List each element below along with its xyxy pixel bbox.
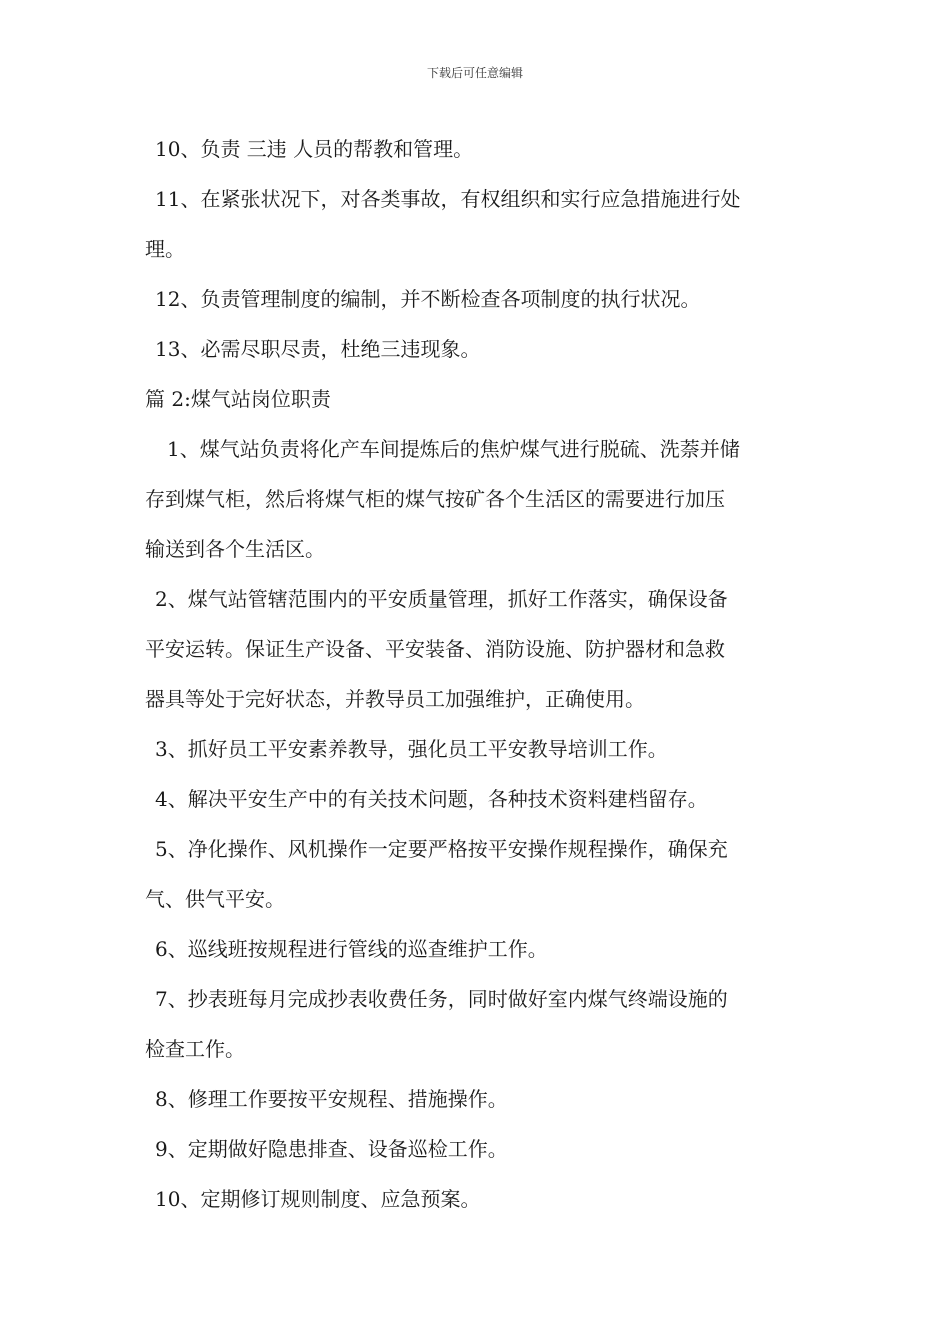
page-header: 下载后可任意编辑	[426, 66, 523, 80]
paragraph-line: 12、负责管理制度的编制，并不断检查各项制度的执行状况。	[155, 287, 701, 311]
paragraph-line: 6、巡线班按规程进行管线的巡查维护工作。	[155, 937, 548, 961]
paragraph-line: 4、解决平安生产中的有关技术问题，各种技术资料建档留存。	[155, 787, 708, 811]
paragraph-line: 1、煤气站负责将化产车间提炼后的焦炉煤气进行脱硫、洗萘并储	[167, 437, 740, 461]
paragraph-line: 10、定期修订规则制度、应急预案。	[155, 1187, 481, 1211]
paragraph-line: 9、定期做好隐患排查、设备巡检工作。	[155, 1137, 508, 1161]
paragraph-line: 理。	[145, 237, 185, 261]
section-heading: 篇 2:煤气站岗位职责	[145, 387, 331, 411]
paragraph-line: 10、负责 三违 人员的帮教和管理。	[155, 137, 474, 161]
paragraph-line: 存到煤气柜，然后将煤气柜的煤气按矿各个生活区的需要进行加压	[145, 487, 725, 511]
paragraph-line: 检查工作。	[145, 1037, 245, 1061]
paragraph-line: 器具等处于完好状态，并教导员工加强维护，正确使用。	[145, 687, 645, 711]
paragraph-line: 气、供气平安。	[145, 887, 285, 911]
paragraph-line: 平安运转。保证生产设备、平安装备、消防设施、防护器材和急救	[145, 637, 725, 661]
paragraph-line: 7、抄表班每月完成抄表收费任务，同时做好室内煤气终端设施的	[155, 987, 728, 1011]
paragraph-line: 2、煤气站管辖范围内的平安质量管理，抓好工作落实，确保设备	[155, 587, 728, 611]
paragraph-line: 13、必需尽职尽责，杜绝三违现象。	[155, 337, 481, 361]
paragraph-line: 8、修理工作要按平安规程、措施操作。	[155, 1087, 508, 1111]
document-body	[145, 131, 815, 1231]
paragraph-line: 输送到各个生活区。	[145, 537, 325, 561]
paragraph-line: 3、抓好员工平安素养教导，强化员工平安教导培训工作。	[155, 737, 668, 761]
paragraph-line: 5、净化操作、风机操作一定要严格按平安操作规程操作，确保充	[155, 837, 728, 861]
paragraph-line: 11、在紧张状况下，对各类事故，有权组织和实行应急措施进行处	[155, 187, 741, 211]
